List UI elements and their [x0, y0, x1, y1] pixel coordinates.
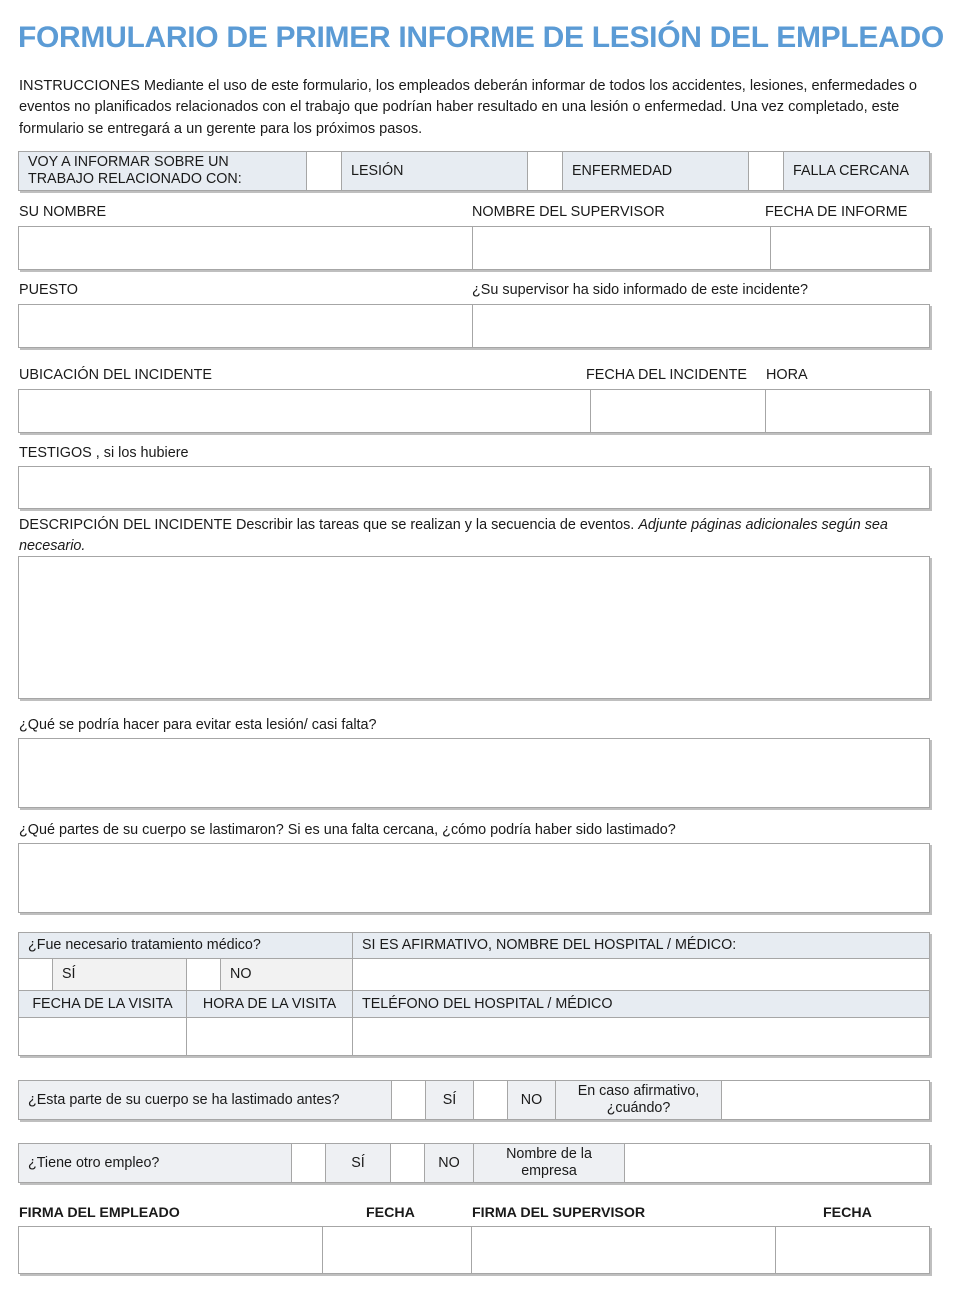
label-witnesses [19, 446, 189, 462]
input-visit-time[interactable] [186, 1017, 353, 1056]
input-hospital-phone[interactable] [352, 1017, 930, 1056]
label-incident-description [19, 515, 927, 557]
label-company-name [473, 1143, 625, 1183]
input-position[interactable] [18, 304, 473, 348]
other-employment-no-label[interactable]: NO [424, 1143, 474, 1183]
label-prevention: ¿Qué se podría hacer para evitar esta lesión/ casi falta? [19, 717, 377, 733]
report-type-prompt-line2: TRABAJO RELACIONADO CON: [28, 171, 242, 187]
medical-treatment-question: ¿Fue necesario tratamiento médico? [18, 932, 353, 959]
report-type-option-enfermedad[interactable]: ENFERMEDAD [562, 151, 749, 191]
prior-injury-no-label[interactable]: NO [507, 1080, 556, 1120]
other-employment-question: ¿Tiene otro empleo? [18, 1143, 292, 1183]
input-company-name[interactable] [624, 1143, 930, 1183]
label-visit-date: FECHA DE LA VISITA [18, 990, 187, 1018]
label-employee-signature: FIRMA DEL EMPLEADO [19, 1205, 180, 1221]
label-employee-date: FECHA [366, 1205, 415, 1221]
identity-row [18, 226, 930, 270]
medical-table [18, 932, 930, 1056]
label-company-name-line2: empresa [521, 1163, 577, 1179]
medical-hospital-header: SI ES AFIRMATIVO, NOMBRE DEL HOSPITAL / MÉDICO: [352, 932, 930, 959]
input-witnesses[interactable] [18, 466, 930, 509]
checkbox-prior-injury-no[interactable] [473, 1080, 508, 1120]
input-your-name[interactable] [18, 226, 473, 270]
signature-row [18, 1226, 930, 1274]
input-incident-time[interactable] [765, 389, 930, 433]
prior-injury-yes-label[interactable]: SÍ [425, 1080, 474, 1120]
input-employee-signature[interactable] [18, 1226, 323, 1274]
medical-no-label[interactable]: NO [220, 958, 353, 991]
label-prior-injury-when-line1: En caso afirmativo, [577, 1082, 700, 1099]
input-supervisor-date[interactable] [775, 1226, 930, 1274]
label-prior-injury-when-line2: ¿cuándo? [606, 1100, 671, 1116]
input-visit-date[interactable] [18, 1017, 187, 1056]
input-supervisor-name[interactable] [472, 226, 771, 270]
label-hospital-phone: TELÉFONO DEL HOSPITAL / MÉDICO [352, 990, 930, 1018]
input-prevention[interactable] [18, 738, 930, 808]
position-row [18, 304, 930, 348]
label-supervisor-informed: ¿Su supervisor ha sido informado de este incidente? [472, 282, 808, 298]
label-position: PUESTO [19, 282, 78, 298]
input-report-date[interactable] [770, 226, 930, 270]
label-company-name-line1: Nombre de la [506, 1145, 592, 1162]
input-incident-description[interactable] [18, 556, 930, 699]
input-body-parts[interactable] [18, 843, 930, 913]
checkbox-medical-no[interactable] [186, 958, 221, 991]
checkbox-other-employment-no[interactable] [390, 1143, 425, 1183]
label-incident-time: HORA [766, 367, 808, 383]
input-prior-injury-when[interactable] [721, 1080, 930, 1120]
report-type-prompt-line1: VOY A INFORMAR SOBRE UN [28, 154, 229, 171]
input-employee-date[interactable] [322, 1226, 472, 1274]
page-title: FORMULARIO DE PRIMER INFORME DE LESIÓN DEL EMPLEADO [18, 21, 944, 54]
checkbox-enfermedad[interactable] [527, 151, 563, 191]
label-incident-description-italic: Adjunte páginas adicionales según sea necesario. [19, 517, 888, 555]
label-visit-time: HORA DE LA VISITA [186, 990, 353, 1018]
other-employment-row [18, 1143, 930, 1183]
label-body-parts: ¿Qué partes de su cuerpo se lastimaron? Si es una falta cercana, ¿cómo podría haber sido lastimado? [19, 822, 676, 838]
label-incident-location: UBICACIÓN DEL INCIDENTE [19, 367, 212, 383]
input-supervisor-informed[interactable] [472, 304, 930, 348]
label-report-date: FECHA DE INFORME [765, 204, 908, 220]
input-incident-date[interactable] [590, 389, 766, 433]
label-incident-date: FECHA DEL INCIDENTE [586, 367, 747, 383]
other-employment-yes-label[interactable]: SÍ [325, 1143, 391, 1183]
checkbox-other-employment-yes[interactable] [291, 1143, 326, 1183]
medical-yes-label[interactable]: SÍ [52, 958, 187, 991]
prior-injury-question: ¿Esta parte de su cuerpo se ha lastimado antes? [18, 1080, 392, 1120]
label-incident-description-plain: DESCRIPCIÓN DEL INCIDENTE Describir las tareas que se realizan y la secuencia de eventos. [19, 517, 639, 533]
report-type-option-lesion[interactable]: LESIÓN [341, 151, 528, 191]
checkbox-medical-yes[interactable] [18, 958, 53, 991]
label-prior-injury-when [555, 1080, 722, 1120]
prior-injury-row [18, 1080, 930, 1120]
label-witnesses-italic: si los hubiere [99, 445, 189, 461]
input-hospital-name[interactable] [352, 958, 930, 991]
report-type-prompt [18, 151, 307, 191]
input-supervisor-signature[interactable] [471, 1226, 776, 1274]
input-incident-location[interactable] [18, 389, 591, 433]
checkbox-falla-cercana[interactable] [748, 151, 784, 191]
label-supervisor-date: FECHA [823, 1205, 872, 1221]
label-witnesses-plain: TESTIGOS , [19, 445, 100, 461]
checkbox-prior-injury-yes[interactable] [391, 1080, 426, 1120]
label-supervisor-name: NOMBRE DEL SUPERVISOR [472, 204, 665, 220]
label-your-name: SU NOMBRE [19, 204, 107, 220]
incident-row [18, 389, 930, 433]
report-type-option-falla-cercana[interactable]: FALLA CERCANA [783, 151, 930, 191]
instructions-text: INSTRUCCIONES Mediante el uso de este formulario, los empleados deberán informar de todos los accidentes, lesiones, enfermedades o eventos no planificados relacionados con el trabajo que podrían haber resultado en una lesión o enfermedad. Una vez completado, este formulario se entregará a un gerente para los próximos pasos. [19, 78, 917, 137]
checkbox-lesion[interactable] [306, 151, 342, 191]
label-supervisor-signature: FIRMA DEL SUPERVISOR [472, 1205, 646, 1221]
report-type-row [18, 151, 930, 191]
